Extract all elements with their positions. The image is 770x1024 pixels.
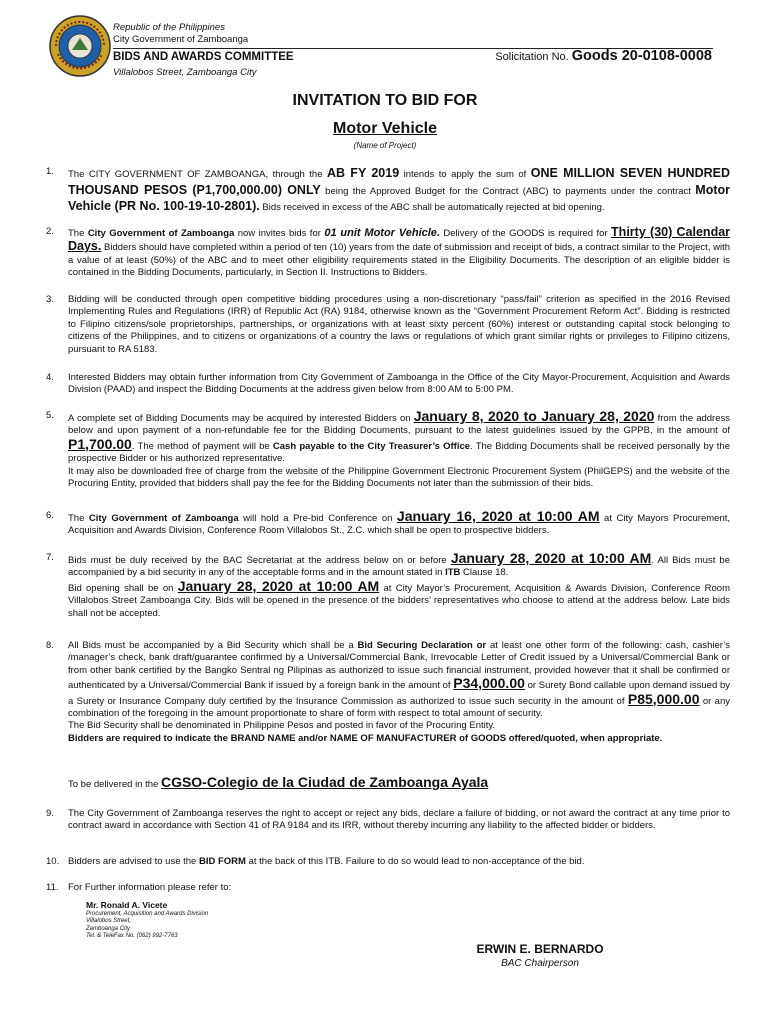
contact-name: Mr. Ronald A. Vicete [86, 900, 168, 910]
item-text: Bidders are advised to use the BID FORM at the back of this ITB. Failure to do so would lead to non-acceptance of the bid. [68, 856, 585, 867]
item-text: The City Government of Zamboanga reserves the right to accept or reject any bids, declare a failure of bidding, or not award the contract at any time prior to contract award in accordance with Section 41 of RA 9184 and its IRR, without thereby incurring any liability to the affected bidder or bidders. [68, 808, 730, 832]
item-text: Bids must be duly received by the BAC Secretariat at the address below on or before January 28, 2020 at 10:00 AM. All Bids must be accompanied by a bid security in any of the acceptable forms and in the amount stated in ITB Clause 18. Bid opening shall be on January 28, 2020 at 10:00 AM at City Mayor’s Procurement, Acquisition & Awards Division, Conference Room Villalobos Street Zamboanga City. Bids will be opened in the presence of the bidders’ representatives who choose to attend at the address below. Late bids shall not be accepted. [68, 550, 730, 619]
solicitation-label: Solicitation No. [495, 51, 569, 63]
delivery-text: To be delivered in the CGSO-Colegio de la Ciudad de Zamboanga Ayala [68, 774, 489, 790]
item-number: 3. [46, 294, 54, 305]
header-committee: BIDS AND AWARDS COMMITTEE [113, 51, 294, 63]
item-number: 10. [46, 856, 60, 867]
bac-chair-name: ERWIN E. BERNARDO [476, 942, 604, 956]
item-number: 5. [46, 410, 54, 421]
contact-line: Zamboanga City [86, 925, 131, 932]
item-number: 7. [46, 552, 54, 563]
bac-chair-title: BAC Chairperson [501, 958, 579, 969]
item-number: 8. [46, 640, 54, 651]
item-number: 4. [46, 372, 54, 383]
header-address: Villalobos Street, Zamboanga City [113, 67, 257, 78]
document-title: INVITATION TO BID FOR [292, 92, 478, 109]
contact-line: Villalobos Street, [86, 918, 131, 925]
item-number: 9. [46, 808, 54, 819]
item-text: A complete set of Bidding Documents may be acquired by interested Bidders on January 8, 2020 to January 28, 2020 from the address below and upon payment of a non-refundable fee for the Bidding Documents, pursuant to the latest guidelines issued by the GPPB, in the amount of P1,700.00. The method of payment will be Cash payable to the City Treasurer’s Office. The Bidding Documents shall be received personally by the prospective Bidder or his authorized representative. It may also be downloaded free of charge from the website of the Philippine Government Electronic Procurement System (PhilGEPS) and the website of the Procuring Entity, provided that bidders shall pay the fee for the Bidding Documents not later than the submission of their bids. [68, 408, 731, 490]
solicitation-value: Goods 20-0108-0008 [571, 48, 712, 64]
item-text: The City Government of Zamboanga will hold a Pre-bid Conference on January 16, 2020 at 10:00 AM at City Mayors Procurement, Acquisition and Awards Division, Conference Room Villalobos St., Z.C. which shall be open to prospective bidders. [68, 508, 731, 537]
item-text: Interested Bidders may obtain further information from City Government of Zamboanga in the Office of the City Mayor-Procurement, Acquisition and Awards Division (PAAD) and inspect the Bidding Documents at the address given below from 8:00 AM to 5:00 PM. [68, 372, 730, 396]
item-text: The CITY GOVERNMENT OF ZAMBOANGA, through the AB FY 2019 intends to apply the sum of ONE MILLION SEVEN HUNDRED THOUSAND PESOS (P1,700,000.00) ONLY being the Approved Budget for the Contract (ABC) to payments under the contract Motor Vehicle (PR No. 100-19-10-2801). Bids received in excess of the ABC shall be automatically rejected at bid opening. [68, 166, 731, 213]
item-text: All Bids must be accompanied by a Bid Security which shall be a Bid Securing Declaration or at least one other form of the following: cash, cashier’s /manager’s check, bank draft/guarantee confirmed by a Universal/Commercial Bank, Irrevocable Letter of Credit issued by a Universal/Commercial Bank or from other bank certified by the Bangko Sentral ng Pilipinas as authorized to issue such financial instrument, provided however that it shall be confirmed or authenticated by a Universal/Commercial Bank if issued by a foreign bank in the amount of P34,000.00 or Surety Bond callable upon demand issued by a Surety or Insurance Company duly certified by the Insurance Commission as authorized to issue such security in the amount of P85,000.00 or any combination of the foregoing in the amount proportionate to share of form with respect to total amount of security. The Bid Security shall be denominated in Philippine Pesos and posted in favor of the Procuring Entity. Bidders are required to indicate the BRAND NAME and/or NAME OF MANUFACTURER of GOODS offered/quoted, when appropriate. [68, 640, 730, 744]
contact-line: Procurement, Acquisition and Awards Division [86, 911, 209, 917]
item-number: 1. [46, 166, 54, 177]
project-name-note: (Name of Project) [353, 141, 417, 150]
item-text: Bidding will be conducted through open competitive bidding procedures using a non-discretionary “pass/fail” criterion as specified in the 2016 Revised Implementing Rules and Regulations (IRR) of Republic Act (RA) 9184, otherwise known as the “Government Procurement Reform Act”. Bidding is restricted to Filipino citizens/sole proprietorships, partnerships, or organizations with at least sixty percent (60%) interest or outstanding capital stock belonging to citizens of the Philippines, and to citizens or organizations of a country the laws or regulations of which grant similar rights or privileges to Filipino citizens, pursuant to RA 5183. [68, 294, 730, 355]
contact-details [86, 911, 208, 940]
item-number: 6. [46, 510, 54, 521]
item-text: The City Government of Zamboanga now invites bids for 01 unit Motor Vehicle. Delivery of the GOODS is required for Thirty (30) Calendar Days. Bidders should have completed within a period of ten (10) years from the date of submission and receipt of bids, a contract similar to the Project, with a value of at least (50%) of the ABC and to meet other eligibility requirements stated in the Eligibility Documents. The description of an eligible bidder is contained in the Bidding Documents, particularly, in Section II. Instructions to Bidders. [68, 225, 731, 279]
solicitation-number [495, 48, 712, 64]
item-number: 11. [46, 882, 59, 893]
contact-line: Tel. & TeleFax No. (062) 992-7763 [86, 932, 178, 939]
header-government: City Government of Zamboanga [113, 34, 249, 45]
city-seal-logo [48, 14, 112, 78]
header-republic: Republic of the Philippines [113, 22, 225, 33]
item-number: 2. [46, 226, 54, 237]
project-name: Motor Vehicle [332, 120, 438, 137]
item-text: For Further information please refer to: [68, 882, 232, 893]
